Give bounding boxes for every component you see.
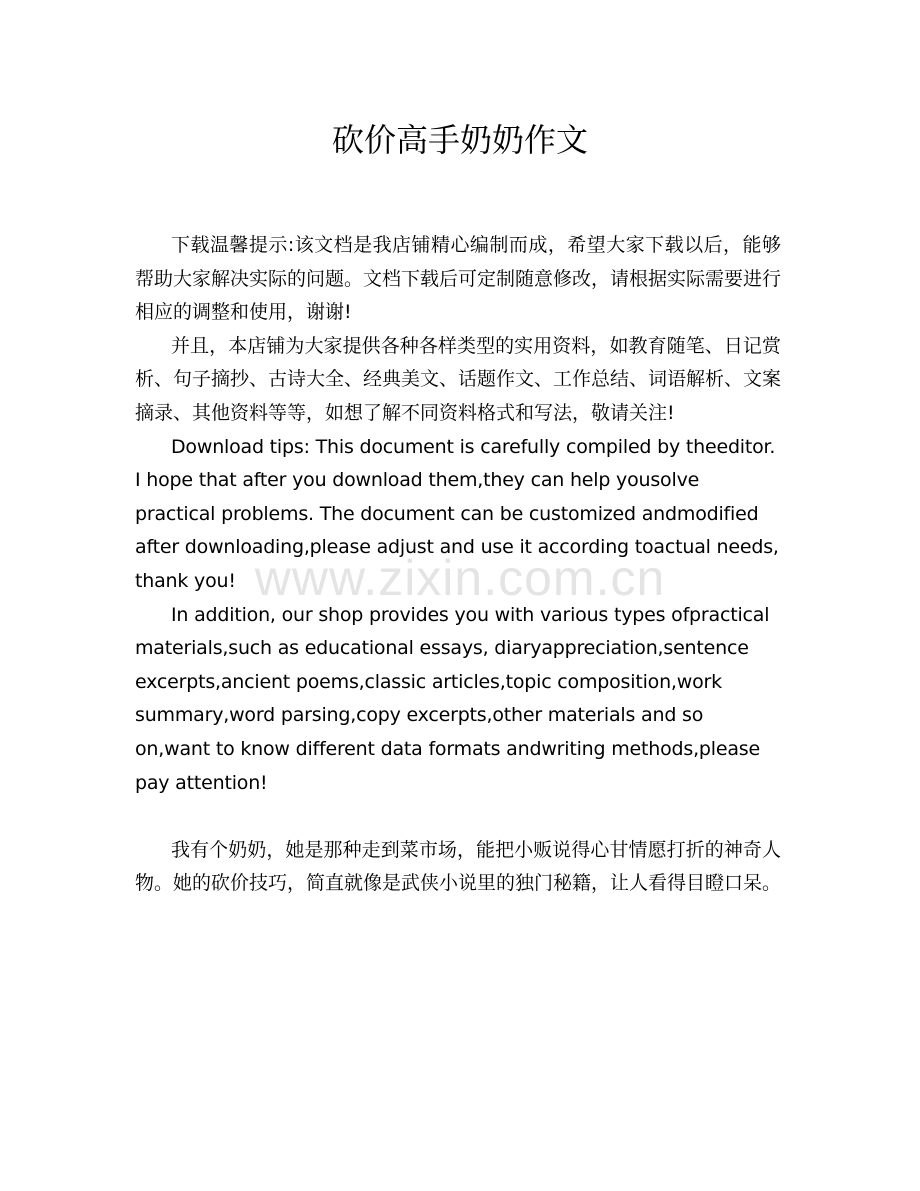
essay-paragraph: 我有个奶奶，她是那种走到菜市场，能把小贩说得心甘情愿打折的神奇人物。她的砍价技巧，简直就像是武侠小说里的独门秘籍，让人看得目瞪口呆。 <box>135 838 782 895</box>
shop-promo-cn: 并且，本店铺为大家提供各种各样类型的实用资料，如教育随笔、日记赏析、句子摘抄、古诗大全、经典美文、话题作文、工作总结、词语解析、文案摘录、其他资料等等，如想了解不同资料格式和写法，敬请关注! <box>135 334 782 424</box>
download-tips-en: Download tips: This document is carefully compiled by theeditor. I hope that after you download them,they can help yousolve practical problems. The document can be customized andmodified after downloading,please adjust and use it according toactual needs, thank you! <box>135 435 779 592</box>
document-title: 砍价高手奶奶作文 <box>331 121 588 159</box>
shop-promo-en: In addition, our shop provides you with various types ofpractical materials,such as educational essays, diaryappreciation,sentence excerpts,ancient poems,classic articles,topic composition,work summary,word parsing,copy excerpts,other materials and so on,want to know different data formats andwriting methods,please pay attention! <box>135 603 770 794</box>
paragraph-spacer <box>135 800 781 834</box>
site-watermark: www.zixin.com.cn <box>254 550 666 606</box>
download-tips-cn: 下载温馨提示:该文档是我店铺精心编制而成，希望大家下载以后，能够帮助大家解决实际的问题。文档下载后可定制随意修改，请根据实际需要进行相应的调整和使用，谢谢! <box>135 234 782 324</box>
document-body <box>135 229 781 901</box>
